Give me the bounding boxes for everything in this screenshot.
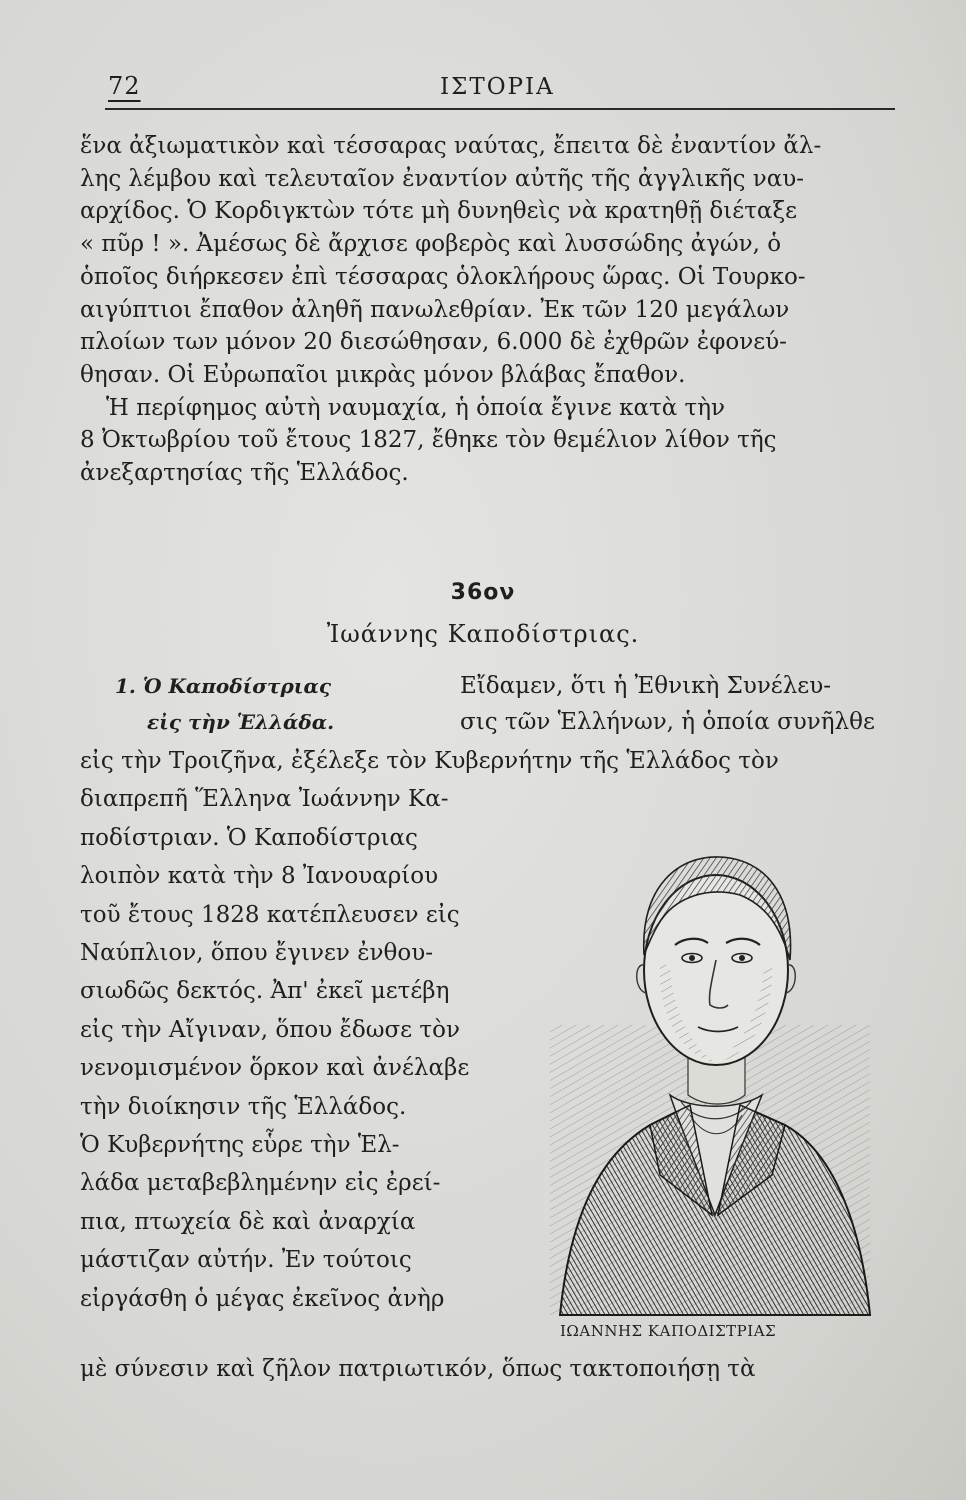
header-rule [105, 108, 895, 110]
text-line: μὲ σύνεσιν καὶ ζῆλον πατριωτικόν, ὅπως τακτοποιήσῃ τὰ [80, 1356, 756, 1382]
text-line: θησαν. Οἱ Εὐρωπαῖοι μικρὰς μόνον βλάβας ἔπαθον. [80, 361, 686, 388]
text-line: ποδίστριαν. Ὁ Καποδίστριας [80, 824, 418, 851]
text-line: διαπρεπῆ Ἕλληνα Ἰωάννην Κα- [80, 786, 449, 813]
text-line: Ὁ Κυβερνήτης εὗρε τὴν Ἑλ- [80, 1132, 400, 1159]
text-line: « πῦρ ! ». Ἀμέσως δὲ ἄρχισε φοβερὸς καὶ λυσσώδης ἀγών, ὁ [80, 231, 782, 258]
body-text [80, 130, 890, 490]
text-line: νενομισμένον ὅρκον καὶ ἀνέλαβε [80, 1055, 470, 1082]
text-line: μάστιζαν αὐτήν. Ἐν τούτοις [80, 1247, 412, 1274]
chapter-title: Ἰωάννης Καποδίστριας. [326, 620, 640, 648]
text-line: Εἴδαμεν, ὅτι ἡ Ἐθνικὴ Συνέλευ- [460, 673, 831, 699]
text-line: αρχίδος. Ὁ Κορδιγκτὼν τότε μὴ δυνηθεὶς νὰ κρατηθῇ διέταξε [80, 198, 798, 225]
text-line: σις τῶν Ἑλλήνων, ἡ ὁποία συνῆλθε [460, 709, 875, 735]
text-line: τὴν διοίκησιν τῆς Ἑλλάδος. [80, 1093, 407, 1120]
text-line: εἰς τὴν Τροιζῆνα, ἐξέλεξε τὸν Κυβερνήτην τῆς Ἑλλάδος τὸν [80, 748, 779, 774]
text-line: σιωδῶς δεκτός. Ἀπ' ἐκεῖ μετέβη [80, 978, 450, 1005]
text-line: εἰς τὴν Αἴγιναν, ὅπου ἔδωσε τὸν [80, 1016, 460, 1043]
text-line: λάδα μεταβεβλημένην εἰς ἐρεί- [80, 1170, 441, 1197]
chapter-number: 36ον [450, 580, 516, 605]
margin-heading [115, 668, 415, 740]
text-line: πλοίων των μόνον 20 διεσώθησαν, 6.000 δὲ ἐχθρῶν ἐφονεύ- [80, 329, 787, 356]
text-line: τοῦ ἔτους 1828 κατέπλευσεν εἰς [80, 901, 460, 928]
text-line: λης λέμβου καὶ τελευταῖον ἐναντίον αὐτῆς τῆς ἀγγλικῆς ναυ- [80, 165, 805, 192]
text-line: ὁποῖος διήρκεσεν ἐπὶ τέσσαρας ὁλοκλήρους ὥρας. Οἱ Τουρκο- [80, 263, 806, 290]
running-head: ΙΣΤΟΡΙΑ [440, 74, 555, 100]
portrait-engraving [540, 795, 880, 1320]
section-opening [460, 668, 890, 740]
text-line: λοιπὸν κατὰ τὴν 8 Ἰανουαρίου [80, 863, 439, 890]
text-line: ἕνα ἀξιωματικὸν καὶ τέσσαρας ναύτας, ἔπειτα δὲ ἐναντίον ἄλ- [80, 133, 822, 159]
margin-heading-line: εἰς τὴν Ἑλλάδα. [147, 710, 335, 734]
margin-heading-line: 1. Ὁ Καποδίστριας [115, 674, 332, 698]
text-line: Ναύπλιον, ὅπου ἔγινεν ἐνθου- [80, 940, 433, 967]
text-line: Ἡ περίφημος αὐτὴ ναυμαχία, ἡ ὁποία ἔγινε κατὰ τὴν [106, 394, 726, 421]
text-line: ἀνεξαρτησίας τῆς Ἑλλάδος. [80, 460, 409, 487]
page-number: 72 [108, 72, 141, 100]
text-line: εἰργάσθη ὁ μέγας ἐκεῖνος ἀνὴρ [80, 1285, 445, 1312]
text-line: αιγύπτιοι ἔπαθον ἀληθῆ πανωλεθρίαν. Ἐκ τῶν 120 μεγάλων [80, 296, 790, 323]
text-line: πια, πτωχεία δὲ καὶ ἀναρχία [80, 1208, 416, 1235]
page-header [105, 70, 895, 110]
portrait-caption: ΙΩΑΝΝΗΣ ΚΑΠΟΔΙΣΤΡΙΑΣ [560, 1322, 777, 1340]
text-line: 8 Ὀκτωβρίου τοῦ ἔτους 1827, ἔθηκε τὸν θεμέλιον λίθον τῆς [80, 427, 777, 454]
